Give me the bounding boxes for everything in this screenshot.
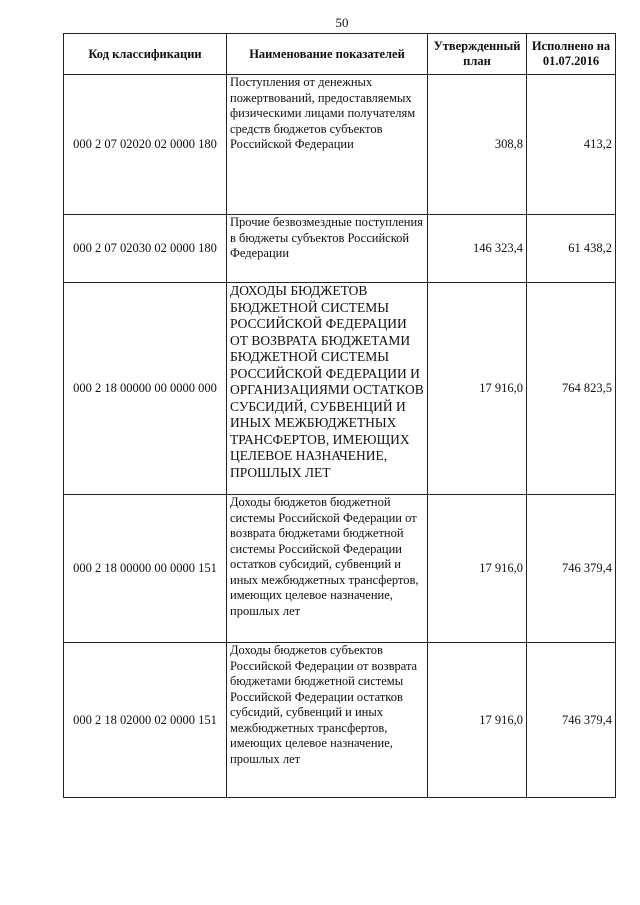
approved-plan: 17 916,0: [428, 283, 527, 495]
approved-plan: 308,8: [428, 75, 527, 215]
executed-amount: 746 379,4: [527, 495, 616, 643]
header-plan: Утвержденный план: [428, 34, 527, 75]
approved-plan: 146 323,4: [428, 215, 527, 283]
approved-plan: 17 916,0: [428, 495, 527, 643]
classification-code: 000 2 07 02020 02 0000 180: [64, 75, 227, 215]
table-row: [64, 643, 616, 798]
indicator-name: ДОХОДЫ БЮДЖЕТОВ БЮДЖЕТНОЙ СИСТЕМЫ РОССИЙСКОЙ ФЕДЕРАЦИИ ОТ ВОЗВРАТА БЮДЖЕТАМИ БЮДЖЕТНОЙ СИСТЕМЫ РОССИЙСКОЙ ФЕДЕРАЦИИ И ОРГАНИЗАЦИЯМИ ОСТАТКОВ СУБСИДИЙ, СУБВЕНЦИЙ И ИНЫХ МЕЖБЮДЖЕТНЫХ ТРАНСФЕРТОВ, ИМЕЮЩИХ ЦЕЛЕВОЕ НАЗНАЧЕНИЕ, ПРОШЛЫХ ЛЕТ: [227, 283, 428, 495]
page-number: 50: [335, 15, 349, 30]
table-header-row: [64, 34, 616, 75]
approved-plan: 17 916,0: [428, 643, 527, 798]
table-row: [64, 215, 616, 283]
executed-amount: 413,2: [527, 75, 616, 215]
budget-table: [63, 33, 616, 798]
classification-code: 000 2 18 00000 00 0000 151: [64, 495, 227, 643]
indicator-name: Доходы бюджетов бюджетной системы Российской Федерации от возврата бюджетами бюджетной системы Российской Федерации остатков субсидий, субвенций и иных межбюджетных трансфертов, имеющих целевое назначение, прошлых лет: [227, 495, 428, 643]
indicator-name: Поступления от денежных пожертвований, предоставляемых физическими лицами получателям средств бюджетов субъектов Российской Федерации: [227, 75, 428, 215]
classification-code: 000 2 18 00000 00 0000 000: [64, 283, 227, 495]
classification-code: 000 2 07 02030 02 0000 180: [64, 215, 227, 283]
executed-amount: 764 823,5: [527, 283, 616, 495]
table-row: [64, 495, 616, 643]
header-name: Наименование показателей: [227, 34, 428, 75]
indicator-name: Доходы бюджетов субъектов Российской Федерации от возврата бюджетами бюджетной системы Российской Федерации остатков субсидий, субвенций и иных межбюджетных трансфертов, имеющих целевое назначение, прошлых лет: [227, 643, 428, 798]
table-row: [64, 75, 616, 215]
header-code: Код классификации: [64, 34, 227, 75]
classification-code: 000 2 18 02000 02 0000 151: [64, 643, 227, 798]
indicator-name: Прочие безвозмездные поступления в бюджеты субъектов Российской Федерации: [227, 215, 428, 283]
executed-amount: 61 438,2: [527, 215, 616, 283]
table-row: [64, 283, 616, 495]
executed-amount: 746 379,4: [527, 643, 616, 798]
header-done: Исполнено на 01.07.2016: [527, 34, 616, 75]
